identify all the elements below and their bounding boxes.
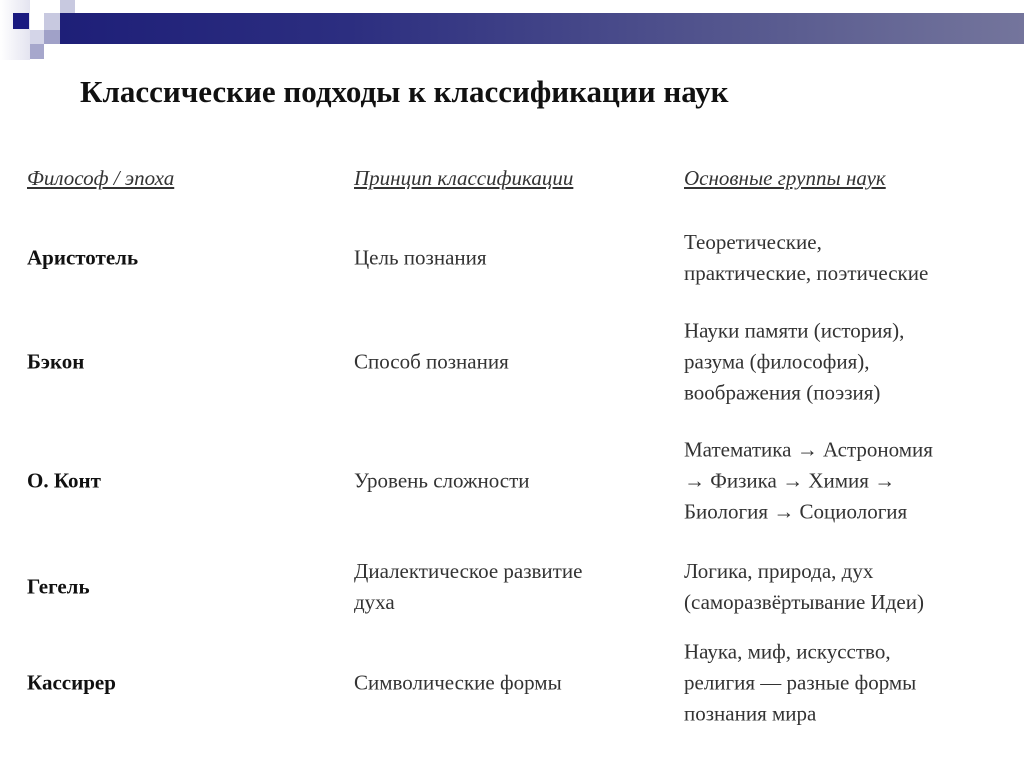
philosopher-name: Кассирер xyxy=(27,670,116,695)
philosopher-name: Гегель xyxy=(27,574,90,599)
text-line: Логика, природа, дух xyxy=(684,559,874,583)
science-groups xyxy=(684,637,916,730)
text-line: Символические формы xyxy=(354,670,562,695)
header-philosopher: Философ / эпоха xyxy=(27,166,175,190)
navy-square xyxy=(13,13,29,29)
science-groups xyxy=(684,556,924,618)
text-line: Науки памяти (история), xyxy=(684,318,905,343)
classification-principle xyxy=(354,466,530,497)
text-line: Диалектическое развитие xyxy=(354,559,583,583)
header-principle: Принцип классификации xyxy=(354,166,574,190)
classification-principle xyxy=(354,668,562,699)
classification-principle xyxy=(354,347,509,378)
science-groups xyxy=(684,316,904,409)
text-line: → Физика → Химия → xyxy=(684,468,896,493)
text-line: познания мира xyxy=(684,701,817,726)
classification-principle xyxy=(354,243,487,274)
text-line: (саморазвёртывание Идеи) xyxy=(684,590,924,614)
classification-principle xyxy=(354,556,582,618)
title-bar xyxy=(60,13,1024,44)
philosopher-name: О. Конт xyxy=(27,468,101,493)
text-line: Теоретические, xyxy=(684,230,822,254)
text-line: религия — разные формы xyxy=(684,670,917,695)
philosopher-name: Бэкон xyxy=(27,349,85,374)
slide-title: Классические подходы к классификации наук xyxy=(80,74,729,109)
text-line: духа xyxy=(354,590,395,614)
text-line: воображения (поэзия) xyxy=(684,380,881,405)
science-groups xyxy=(684,435,933,528)
science-groups xyxy=(684,227,928,289)
text-line: разума (философия), xyxy=(684,349,870,374)
text-line: Цель познания xyxy=(354,245,487,270)
text-line: Биология → Социология xyxy=(684,499,908,524)
header-groups: Основные группы наук xyxy=(684,166,886,190)
text-line: Уровень сложности xyxy=(354,468,530,493)
text-line: практические, поэтические xyxy=(684,261,929,285)
text-line: Математика → Астрономия xyxy=(684,437,933,462)
philosopher-name: Аристотель xyxy=(27,245,139,270)
text-line: Наука, миф, искусство, xyxy=(684,639,891,664)
text-line: Способ познания xyxy=(354,349,509,374)
